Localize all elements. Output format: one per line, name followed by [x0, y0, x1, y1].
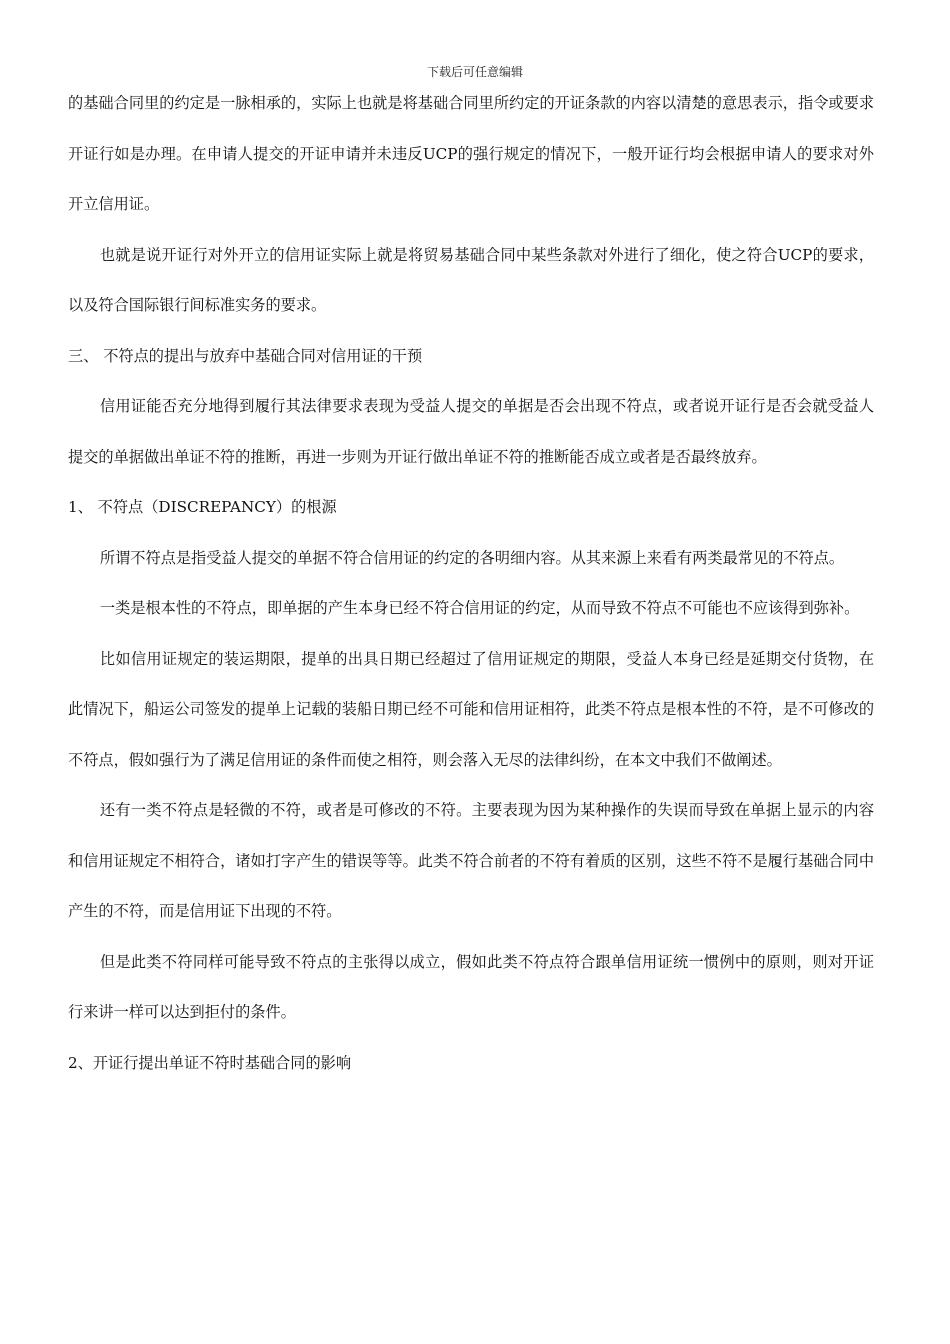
paragraph: 还有一类不符点是轻微的不符，或者是可修改的不符。主要表现为因为某种操作的失误而导致在单据上显示的内容和信用证规定不相符合，诸如打字产生的错误等等。此类不符合前者的不符有着质的区别，这些不符不是履行基础合同中产生的不符，而是信用证下出现的不符。	[68, 801, 874, 920]
document-body	[68, 78, 874, 1088]
paragraph: 所谓不符点是指受益人提交的单据不符合信用证的约定的各明细内容。从其来源上来看有两类最常见的不符点。	[99, 548, 845, 567]
subsection-heading: 2、开证行提出单证不符时基础合同的影响	[68, 1053, 352, 1072]
section-heading: 三、 不符点的提出与放弃中基础合同对信用证的干预	[68, 346, 423, 365]
paragraph: 一类是根本性的不符点，即单据的产生本身已经不符合信用证的约定，从而导致不符点不可能也不应该得到弥补。	[99, 599, 860, 617]
paragraph: 比如信用证规定的装运期限，提单的出具日期已经超过了信用证规定的期限，受益人本身已经是延期交付货物，在此情况下，船运公司签发的提单上记载的装船日期已经不可能和信用证相符，此类不符点是根本性的不符，是不可修改的不符点，假如强行为了满足信用证的条件而使之相符，则会落入无尽的法律纠纷，在本文中我们不做阐述。	[68, 649, 874, 769]
paragraph: 但是此类不符同样可能导致不符点的主张得以成立，假如此类不符点符合跟单信用证统一惯例中的原则，则对开证行来讲一样可以达到拒付的条件。	[68, 952, 874, 1021]
paragraph: 信用证能否充分地得到履行其法律要求表现为受益人提交的单据是否会出现不符点，或者说开证行是否会就受益人提交的单据做出单证不符的推断，再进一步则为开证行做出单证不符的推断能否成立或者是否最终放弃。	[68, 397, 874, 466]
paragraph-continuation: 的基础合同里的约定是一脉相承的，实际上也就是将基础合同里所约定的开证条款的内容以清楚的意思表示，指令或要求开证行如是办理。在申请人提交的开证申请并未违反UCP的强行规定的情况下，一般开证行均会根据申请人的要求对外开立信用证。	[68, 94, 874, 213]
header-note: 下载后可任意编辑	[426, 65, 523, 79]
subsection-heading: 1、 不符点（DISCREPANCY）的根源	[68, 498, 337, 516]
paragraph: 也就是说开证行对外开立的信用证实际上就是将贸易基础合同中某些条款对外进行了细化，使之符合UCP的要求，以及符合国际银行间标准实务的要求。	[68, 245, 874, 314]
